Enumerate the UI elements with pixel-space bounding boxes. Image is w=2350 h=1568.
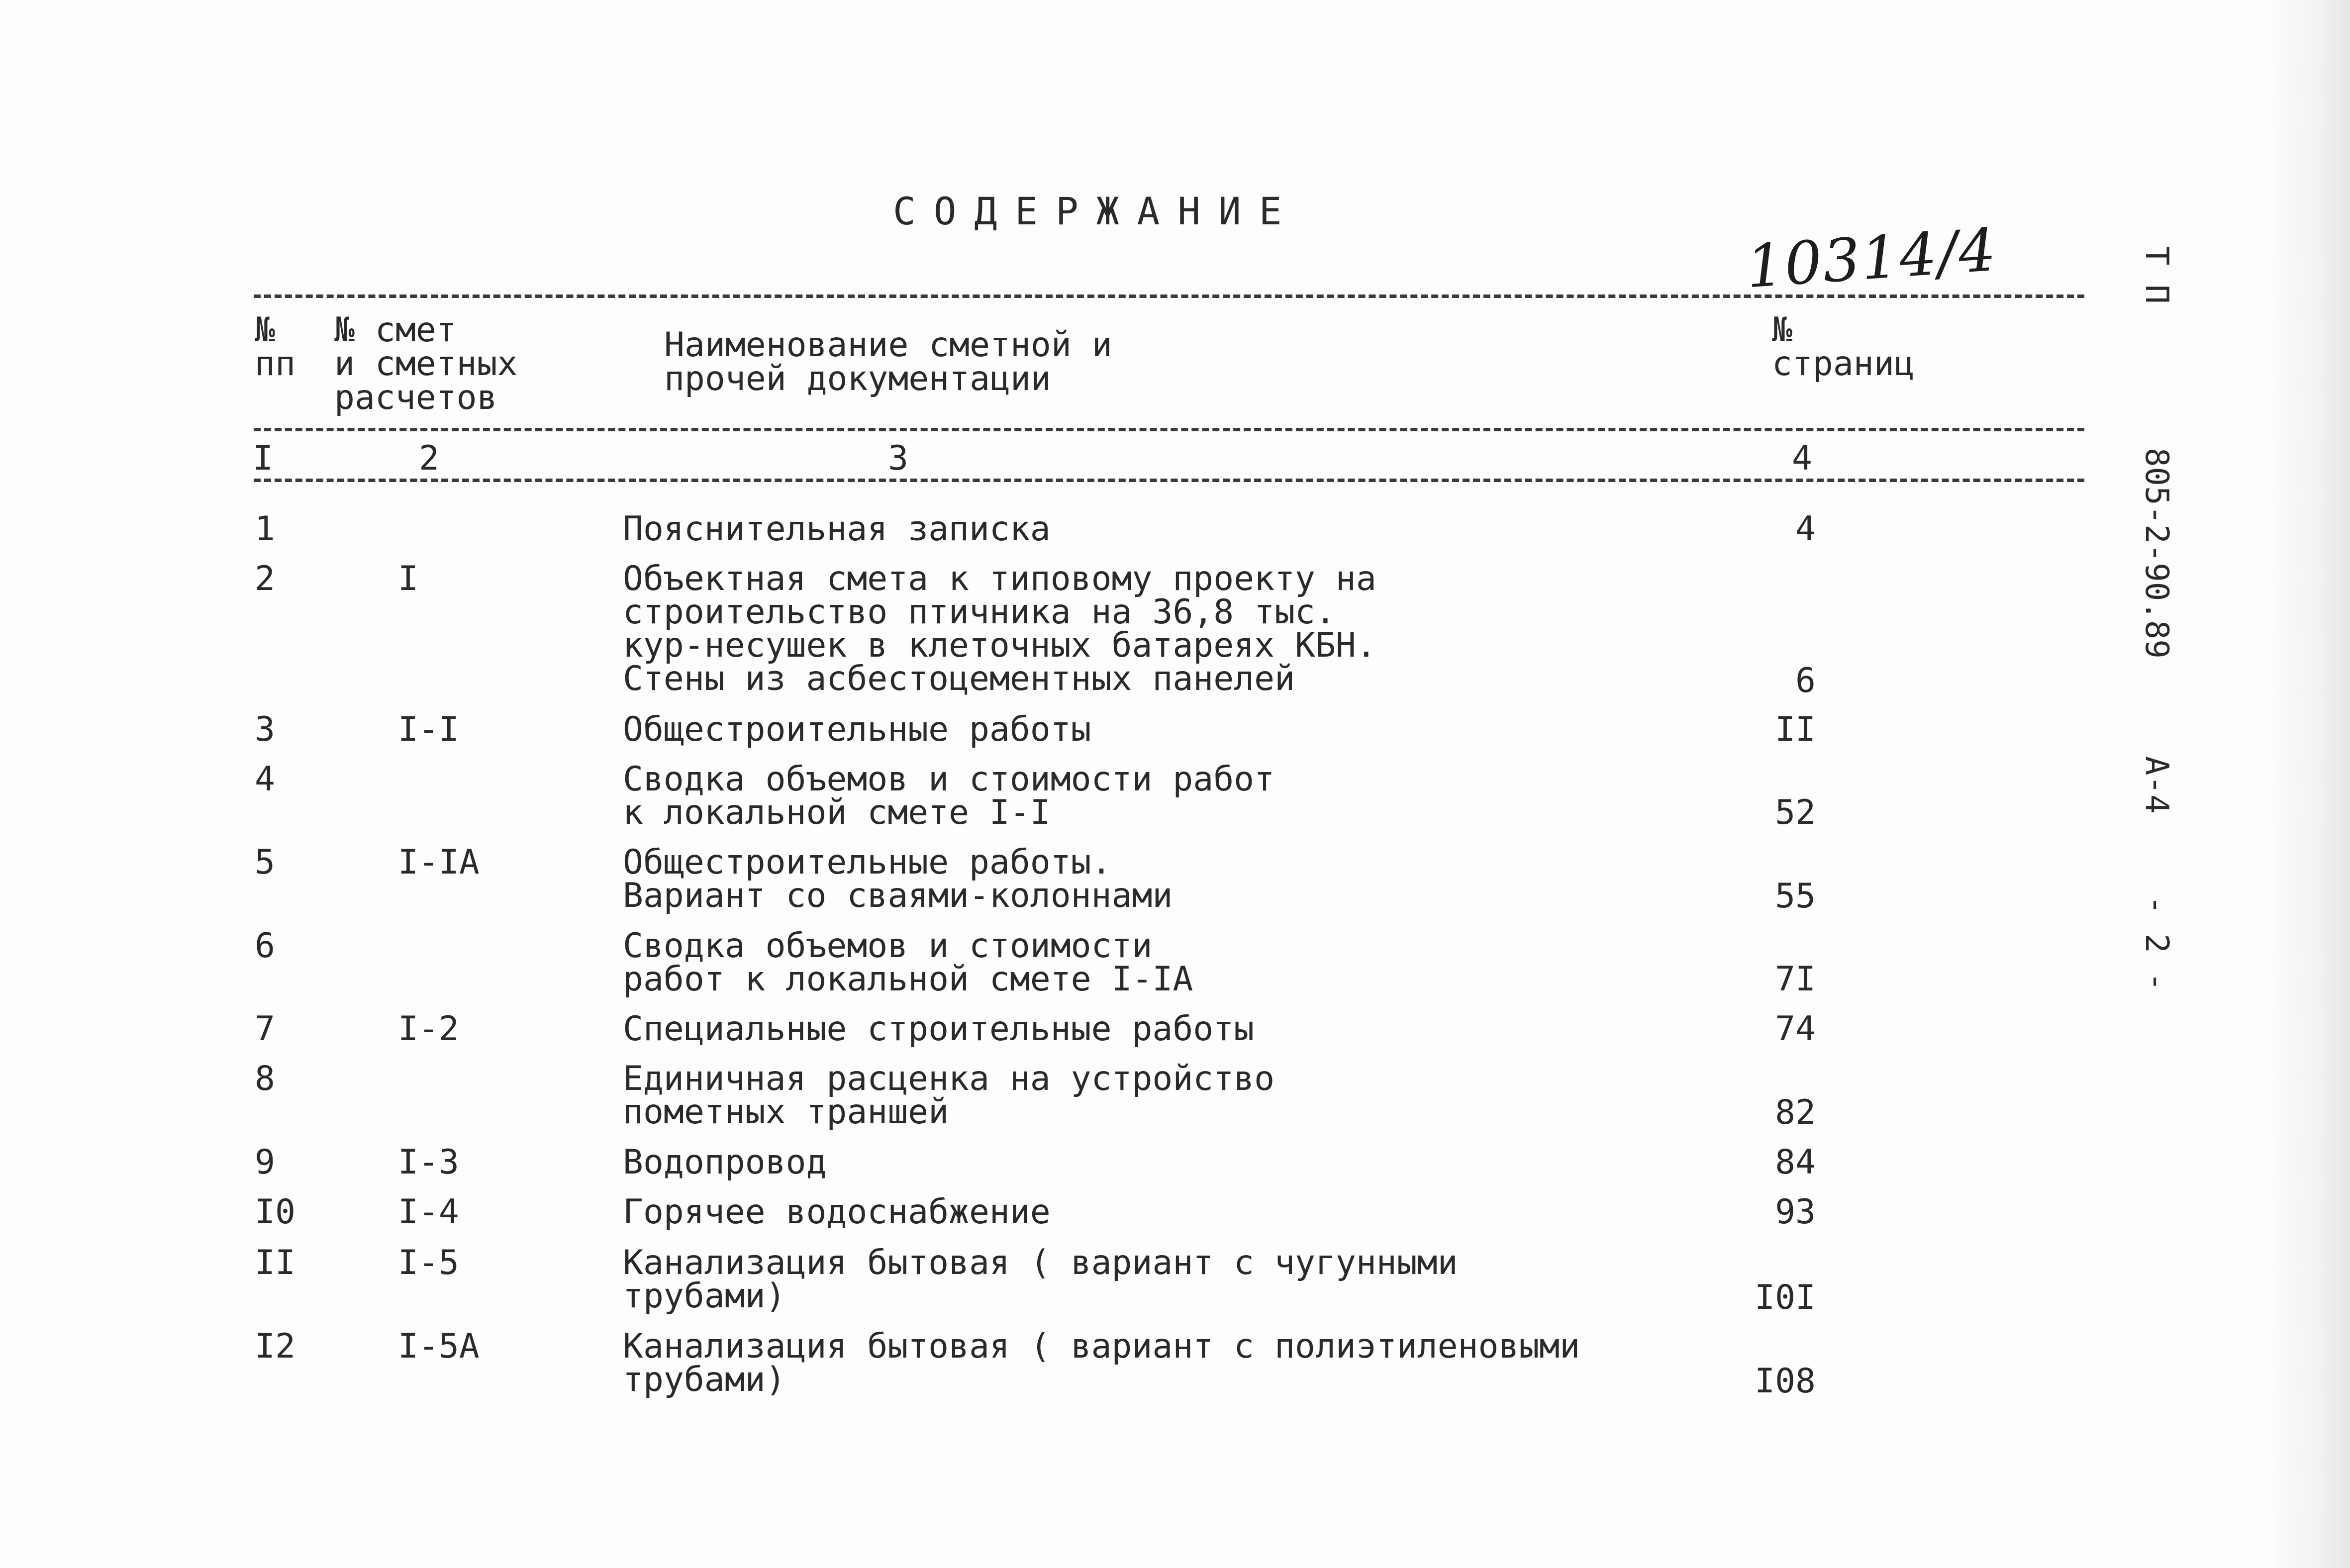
column-numbers-rule xyxy=(254,479,2084,482)
row-number: I2 xyxy=(255,1327,295,1366)
side-label-tp: Т П xyxy=(2138,246,2175,304)
row-name: Сводка объемов и стоимости работ к локальной смете I-IA xyxy=(623,926,1193,999)
row-page: I0I xyxy=(1755,1278,1816,1317)
row-number: 6 xyxy=(255,926,275,966)
row-name: Водопровод xyxy=(623,1143,827,1182)
side-label-project-code: 805-2-90.89 xyxy=(2138,448,2175,659)
header-no-pp: № пп xyxy=(255,310,295,384)
row-name: Пояснительная записка xyxy=(623,509,1051,549)
row-smeta: I xyxy=(398,559,418,598)
header-pages: № страниц xyxy=(1772,310,1915,384)
row-page: 52 xyxy=(1775,793,1816,832)
row-number: 1 xyxy=(255,509,275,549)
row-page: II xyxy=(1775,710,1816,749)
row-smeta: I-5A xyxy=(398,1327,480,1366)
row-page: 6 xyxy=(1795,661,1816,700)
row-smeta: I-I xyxy=(398,710,459,749)
row-number: I0 xyxy=(255,1192,295,1232)
row-page: 84 xyxy=(1775,1143,1816,1182)
row-number: 5 xyxy=(255,843,275,882)
row-smeta: I-2 xyxy=(398,1009,459,1049)
page-edge-shade xyxy=(2268,0,2350,1568)
row-number: 8 xyxy=(255,1059,275,1098)
row-page: 7I xyxy=(1775,960,1816,999)
row-name: Канализация бытовая ( вариант с чугунными трубами) xyxy=(623,1243,1458,1316)
row-name: Общестроительные работы. Вариант со сваями-колоннами xyxy=(623,843,1173,915)
page-title: СОДЕРЖАНИЕ xyxy=(893,189,1300,233)
row-page: 82 xyxy=(1775,1093,1816,1132)
row-page: 55 xyxy=(1775,877,1816,916)
row-page: 74 xyxy=(1775,1009,1816,1049)
row-name: Единичная расценка на устройство пометных траншей xyxy=(623,1059,1275,1132)
row-page: I08 xyxy=(1755,1362,1816,1401)
row-smeta: I-IA xyxy=(398,843,480,882)
column-number-4: 4 xyxy=(1792,439,1812,478)
column-number-2: 2 xyxy=(419,439,439,478)
row-smeta: I-5 xyxy=(398,1243,459,1282)
row-name: Общестроительные работы xyxy=(623,710,1091,749)
row-name: Горячее водоснабжение xyxy=(623,1192,1051,1232)
column-number-1: I xyxy=(253,439,273,478)
header-name: Наименование сметной и прочей документации xyxy=(664,325,1112,398)
side-label-album: А-4 xyxy=(2138,756,2175,814)
row-name: Канализация бытовая ( вариант с полиэтиленовыми трубами) xyxy=(623,1327,1580,1399)
header-bottom-rule xyxy=(254,428,2084,431)
row-number: II xyxy=(255,1243,295,1282)
row-name: Сводка объемов и стоимости работ к локальной смете I-I xyxy=(623,760,1275,832)
row-number: 9 xyxy=(255,1143,275,1182)
row-name: Объектная смета к типовому проекту на строительство птичника на 36,8 тыс. кур-несушек в клеточных батареях КБН. Стены из асбестоцементных панелей xyxy=(623,559,1376,698)
row-page: 93 xyxy=(1775,1192,1816,1232)
header-no-smet: № смет и сметных расчетов xyxy=(334,310,518,417)
handwritten-document-number: 10314/4 xyxy=(1744,215,1999,301)
row-smeta: I-3 xyxy=(398,1143,459,1182)
side-label-page-number: - 2 - xyxy=(2138,895,2175,991)
row-smeta: I-4 xyxy=(398,1192,459,1232)
row-number: 3 xyxy=(255,710,275,749)
column-number-3: 3 xyxy=(888,439,908,478)
row-number: 7 xyxy=(255,1009,275,1049)
table-top-rule xyxy=(254,294,2084,298)
row-number: 4 xyxy=(255,760,275,799)
row-page: 4 xyxy=(1795,509,1816,549)
row-name: Специальные строительные работы xyxy=(623,1009,1255,1049)
row-number: 2 xyxy=(255,559,275,598)
